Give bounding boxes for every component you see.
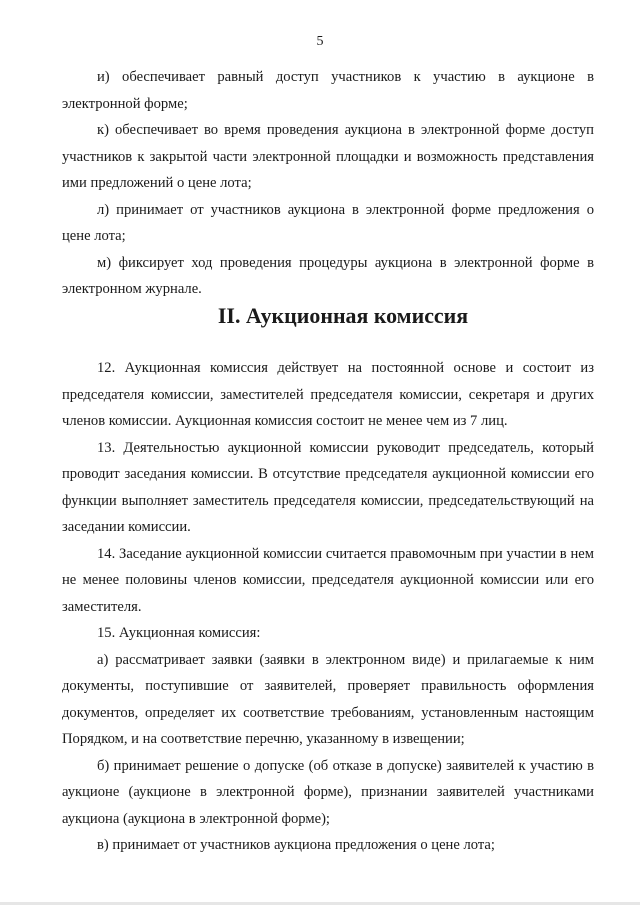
paragraph-item-l: л) принимает от участников аукциона в электронной форме предложения о цене лота; — [62, 201, 594, 244]
paragraph-item-k: к) обеспечивает во время проведения аукциона в электронной форме доступ участников к закрытой части электронной площадки и возможность представления ими предложений о цене лота; — [62, 122, 594, 191]
paragraph-clause-15-b: б) принимает решение о допуске (об отказе в допуске) заявителей к участию в аукционе (аукционе в электронной форме), признании заявителей участниками аукциона (аукциона в электронной форме); — [62, 757, 594, 827]
paragraph-item-m: м) фиксирует ход проведения процедуры аукциона в электронной форме в электронном журнале. — [62, 254, 594, 297]
paragraph-clause-14: 14. Заседание аукционной комиссии считается правомочным при участии в нем не менее половины членов комиссии, председателя аукционной комиссии или его заместителя. — [62, 545, 594, 615]
heading-spacer — [62, 329, 594, 355]
paragraph-clause-15-a: а) рассматривает заявки (заявки в электронном виде) и прилагаемые к ним документы, поступившие от заявителей, проверяет правильность оформления документов, определяет их соответствие требованиям, установленным настоящим Порядком, и на соответствие перечню, указанному в извещении; — [62, 651, 594, 747]
paragraph-clause-15-v: в) принимает от участников аукциона предложения о цене лота; — [97, 837, 495, 853]
page-number: 5 — [316, 34, 324, 49]
paragraph-clause-12: 12. Аукционная комиссия действует на постоянной основе и состоит из председателя комиссии, заместителей председателя комиссии, секретаря и других членов комиссии. Аукционная комиссия состоит не менее чем из 7 лиц. — [62, 360, 594, 429]
paragraph-clause-13: 13. Деятельностью аукционной комиссии руководит председатель, который проводит заседания комиссии. В отсутствие председателя аукционной комиссии его функции выполняет заместитель председателя комиссии, председательствующий на заседании комиссии. — [62, 439, 594, 535]
paragraph-clause-15: 15. Аукционная комиссия: — [97, 625, 261, 641]
section-heading: II. Аукционная комиссия — [217, 302, 469, 328]
document-body — [62, 64, 594, 859]
paragraph-item-i: и) обеспечивает равный доступ участников к участию в аукционе в электронной форме; — [62, 69, 594, 112]
